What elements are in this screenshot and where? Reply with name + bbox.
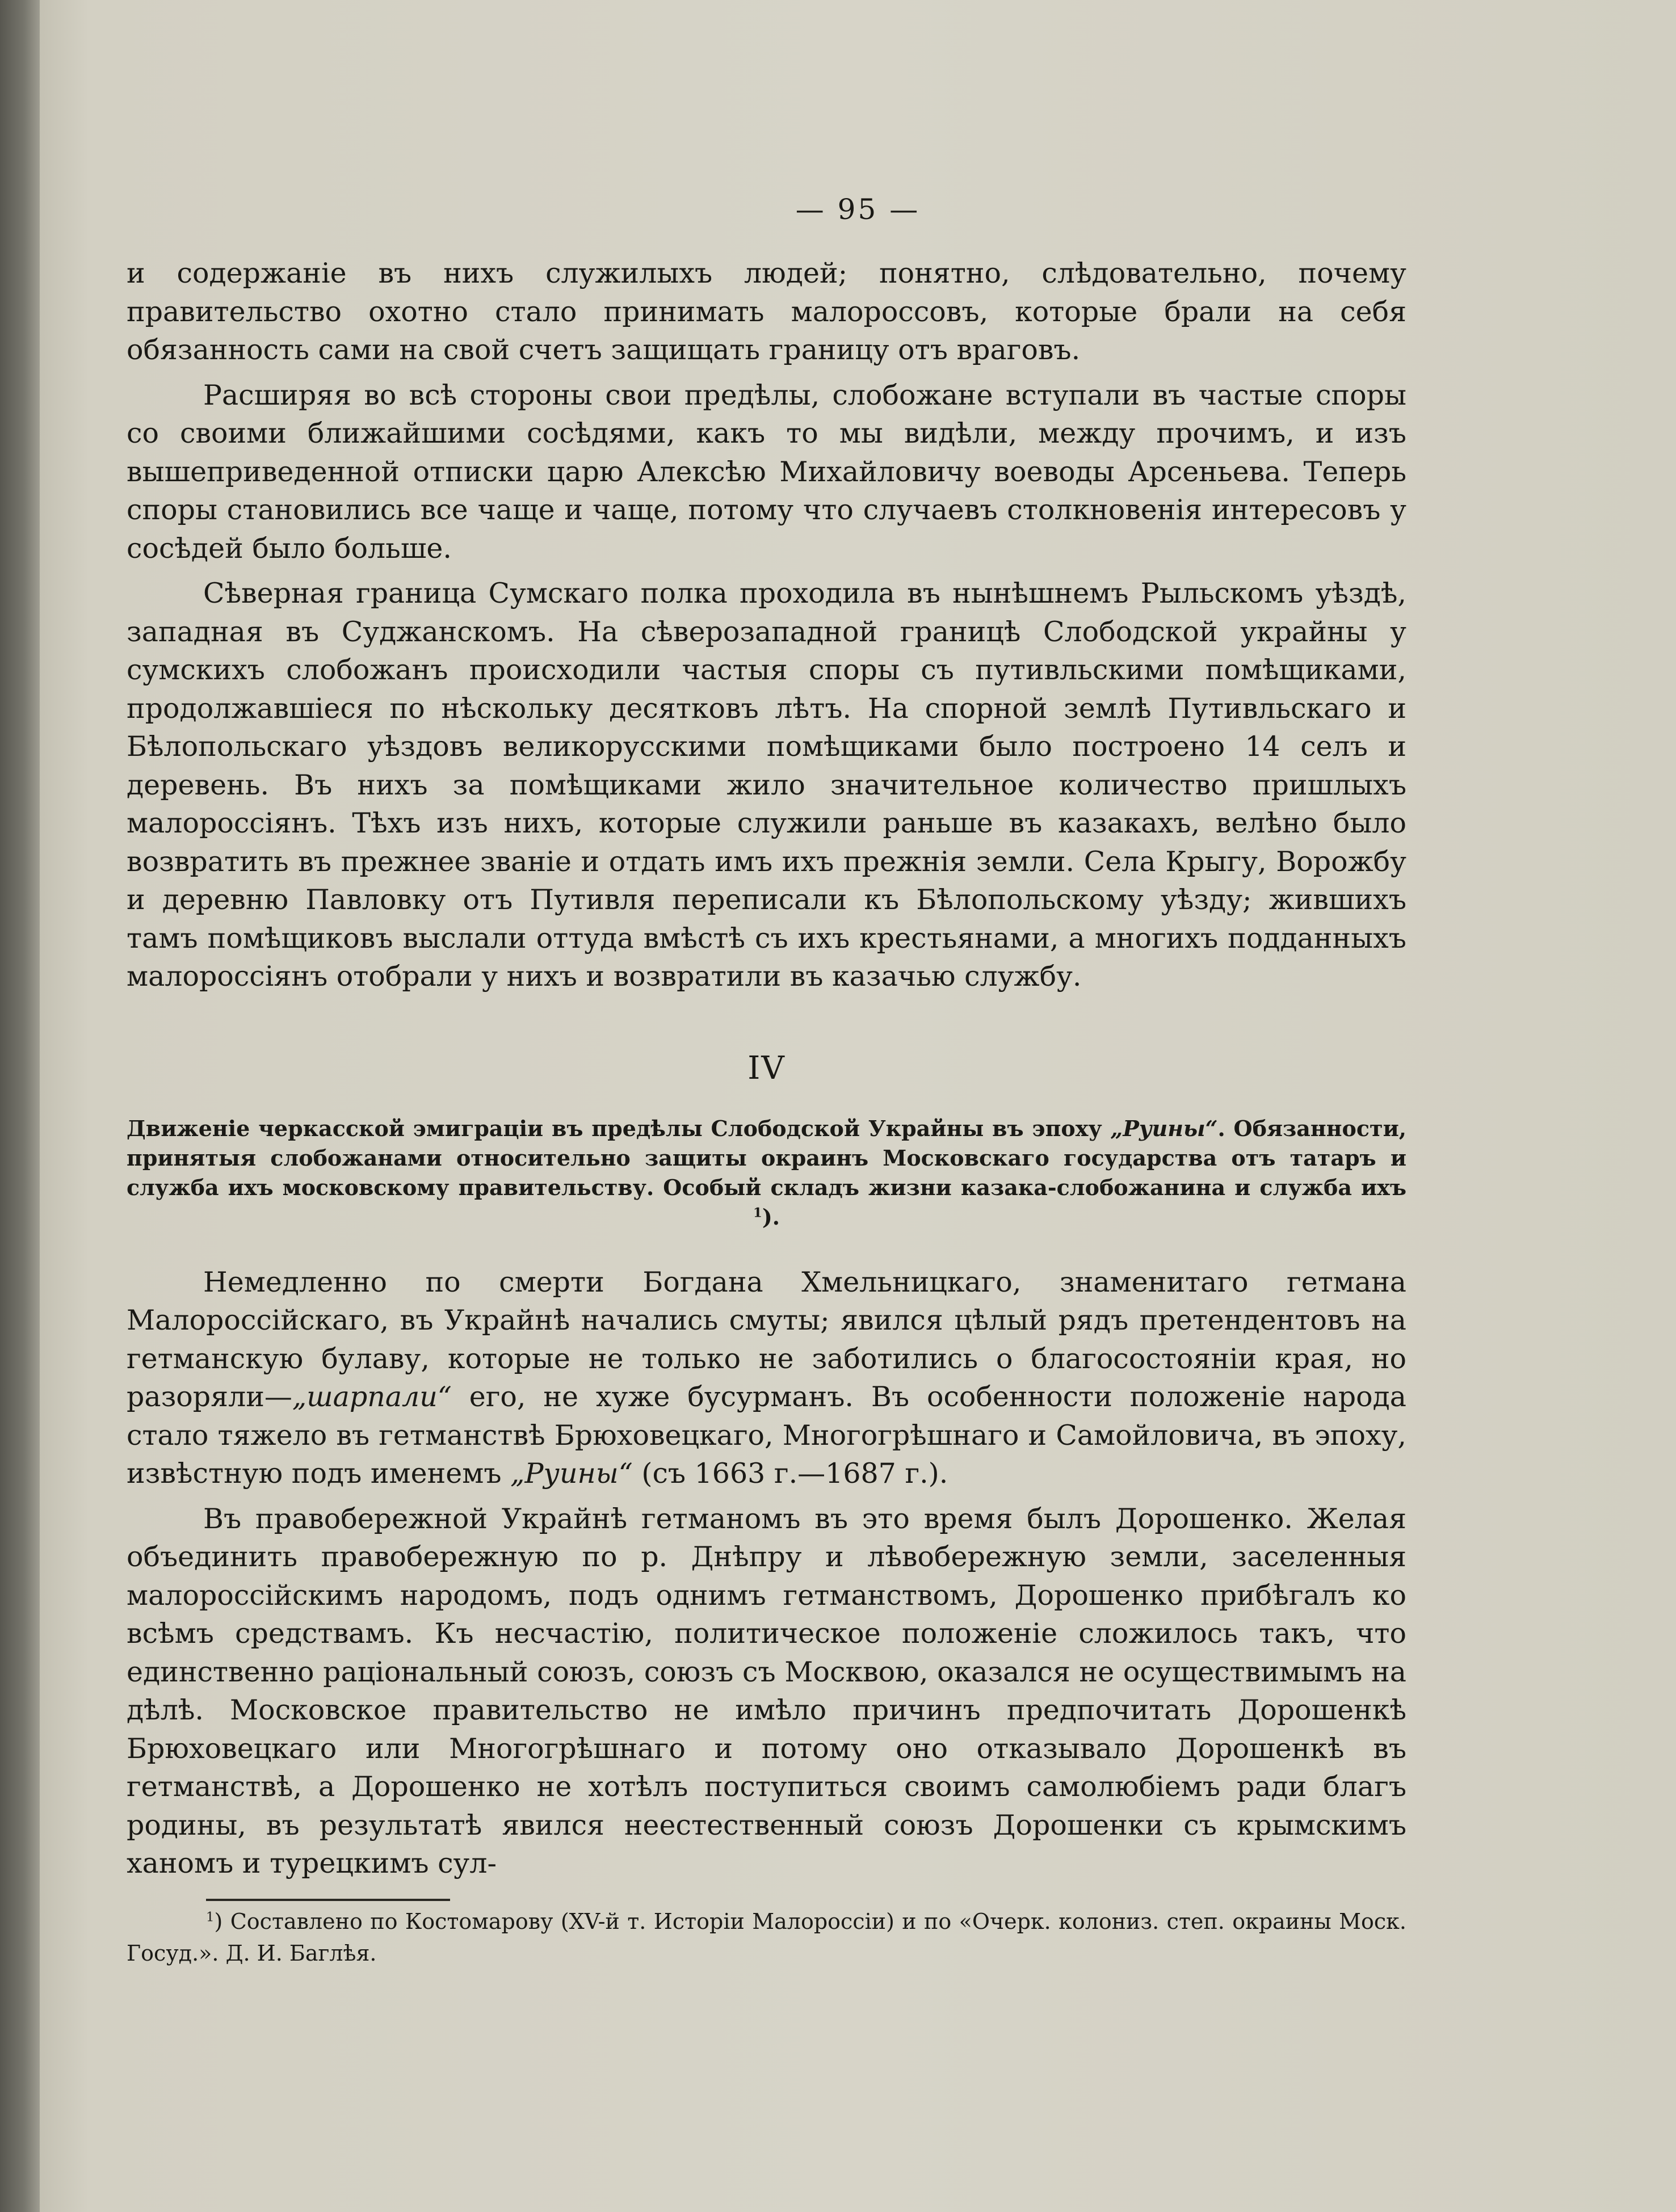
chapter-numeral: IV — [747, 1049, 786, 1087]
paragraph-1: и содержаніе въ нихъ служилыхъ людей; понятно, слѣдовательно, почему правительство охотно стало принимать малороссовъ, которые брали на себя обязанность сами на свой счетъ защищать границу отъ враговъ. — [127, 257, 1406, 366]
paragraph-5: Въ правобережной Украйнѣ гетманомъ въ это время былъ Дорошенко. Желая объединить правобережную по р. Днѣпру и лѣвобережную земли, заселенныя малороссійскимъ народомъ, подъ однимъ гетманствомъ, Дорошенко прибѣгалъ ко всѣмъ средствамъ. Къ несчастію, политическое положеніе сложилось такъ, что единственно раціональный союзъ, союзъ съ Москвою, оказался не осуществимымъ на дѣлѣ. Московское правительство не имѣло причинъ предпочитать Дорошенкѣ Брюховецкаго или Многогрѣшнаго и потому оно отказывало Дорошенкѣ въ гетманствѣ, а Дорошенко не хотѣлъ поступиться своимъ самолюбіемъ ради благъ родины, въ результатѣ явился неестественный союзъ Дорошенки съ крымскимъ ханомъ и турецкимъ сул- — [127, 1502, 1406, 1879]
paragraph-4-italic1: „шарпали“ — [292, 1381, 452, 1413]
chapter-summary-part1: Движеніе черкасской эмиграціи въ предѣлы Слободской Украйны въ эпоху — [127, 1115, 1111, 1141]
footnote-mark-close: ) — [214, 1908, 223, 1934]
chapter-summary-italic: „Руины“ — [1110, 1115, 1218, 1141]
paragraph-4 — [127, 1263, 1406, 1493]
paragraph-3: Сѣверная граница Сумскаго полка проходила въ нынѣшнемъ Рыльскомъ уѣздѣ, западная въ Суджанскомъ. На сѣверозападной границѣ Слободской украйны у сумскихъ слобожанъ происходили частыя споры съ путивльскими помѣщиками, продолжавшіеся по нѣскольку десятковъ лѣтъ. На спорной землѣ Путивльскаго и Бѣлопольскаго уѣздовъ великорусскими помѣщиками было построено 14 селъ и деревень. Въ нихъ за помѣщиками жило значительное количество пришлыхъ малороссіянъ. Тѣхъ изъ нихъ, которые служили раньше въ казакахъ, велѣно было возвратить въ прежнее званіе и отдать имъ ихъ прежнія земли. Села Крыгу, Ворожбу и деревню Павловку отъ Путивля переписали къ Бѣлопольскому уѣзду; жившихъ тамъ помѣщиковъ выслали оттуда вмѣстѣ съ ихъ крестьянами, а многихъ подданныхъ малороссіянъ отобрали у нихъ и возвратили въ казачью службу. — [127, 577, 1406, 993]
footnote-divider — [206, 1899, 450, 1901]
chapter-summary — [127, 1114, 1406, 1232]
footnote-mark: 1 — [206, 1909, 215, 1924]
paragraph-4-italic2: „Руины“ — [510, 1457, 633, 1490]
footnote-reference: 1 — [753, 1205, 762, 1220]
chapter-summary-end: ). — [762, 1204, 780, 1230]
paragraph-4-text3: (съ 1663 г.—1687 г.). — [632, 1457, 948, 1490]
document-page — [40, 0, 1676, 2212]
paragraph-2: Расширяя во всѣ стороны свои предѣлы, слобожане вступали въ частые споры со своими ближайшими сосѣдями, какъ то мы видѣли, между прочимъ, и изъ вышеприведенной отписки царю Алексѣю Михайловичу воеводы Арсеньева. Теперь споры становились все чаще и чаще, потому что случаевъ столкновенія интересовъ у сосѣдей было больше. — [127, 379, 1406, 565]
paragraph-4-text2: его, не хуже бусурманъ. Въ особенности положеніе народа стало тяжело въ гетманствѣ Брюховецкаго, Многогрѣшнаго и Самойловича, въ эпоху, извѣстную подъ именемъ — [127, 1381, 1406, 1490]
page-gutter-shadow — [0, 0, 40, 2212]
footnote-text: Составлено по Костомарову (XV-й т. Исторіи Малороссіи) и по «Очерк. колониз. степ. окраины Моск. Госуд.». Д. И. Баглѣя. — [127, 1908, 1406, 1966]
footnote — [127, 1906, 1406, 1969]
paragraph-4-text1: Немедленно по смерти Богдана Хмельницкаго, знаменитаго гетмана Малороссійскаго, въ Украйнѣ начались смуты; явился цѣлый рядъ претендентовъ на гетманскую булаву, которые не только не заботились о благосостояніи края, но разоряли— — [127, 1265, 1406, 1413]
body-text — [127, 254, 1406, 1969]
page-number: — 95 — — [795, 193, 921, 226]
chapter-summary-part2: . Обязанности, принятыя слобожанами относительно защиты окраинъ Московскаго государства отъ татаръ и служба ихъ московскому правительству. Особый складъ жизни казака-слобожанина и служба ихъ — [127, 1115, 1406, 1200]
